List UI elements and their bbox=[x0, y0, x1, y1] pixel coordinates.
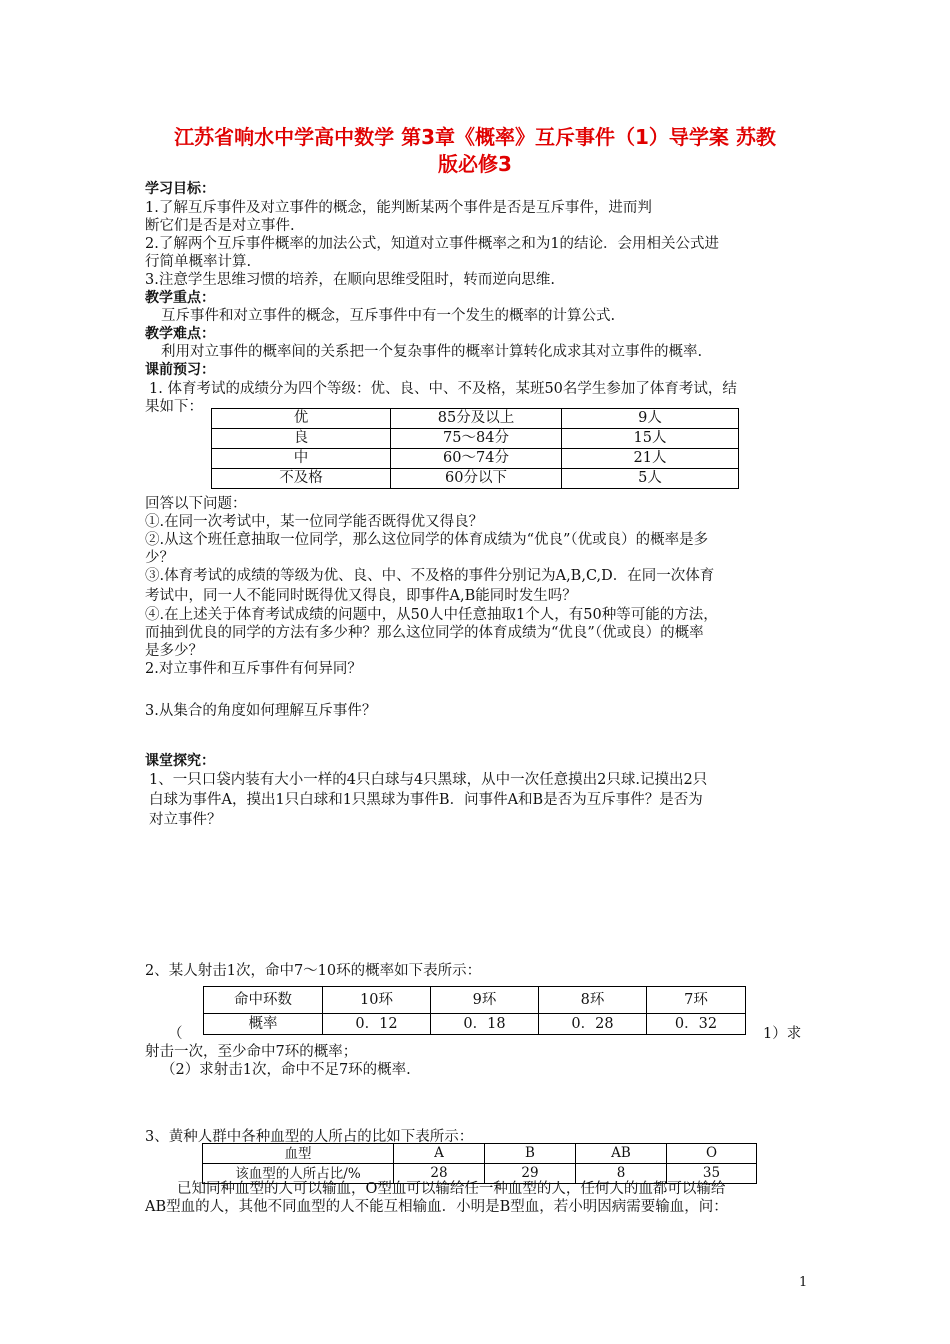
answer-4-line-3: 是多少？ bbox=[145, 643, 203, 659]
header-cell: 血型 bbox=[203, 1144, 394, 1164]
header-cell: 命中环数 bbox=[204, 987, 323, 1014]
header-cell: 8环 bbox=[539, 987, 647, 1014]
table-row bbox=[212, 449, 739, 469]
grades-table bbox=[211, 408, 739, 489]
explore-p1-line-2: 白球为事件A，摸出1只白球和1只黑球为事件B．问事件A和B是否为互斥事件？是否为 bbox=[149, 792, 703, 808]
header-cell: 10环 bbox=[323, 987, 431, 1014]
key-text: 互斥事件和对立事件的概念，互斥事件中有一个发生的概率的计算公式. bbox=[161, 308, 616, 324]
page-title bbox=[120, 124, 830, 178]
answer-4-line-1: ④.在上述关于体育考试成绩的问题中，从50人中任意抽取1个人，有50种等可能的方法， bbox=[145, 607, 718, 623]
title-line-1: 江苏省响水中学高中数学 第3章《概率》互斥事件（1）导学案 苏教 bbox=[174, 125, 776, 149]
percent-cell: 28 bbox=[394, 1164, 485, 1184]
answer-intro: 回答以下问题： bbox=[145, 496, 247, 512]
header-cell: A bbox=[394, 1144, 485, 1164]
count-cell: 21人 bbox=[562, 449, 739, 469]
table-row bbox=[204, 987, 746, 1014]
grade-cell: 不及格 bbox=[212, 469, 391, 489]
probability-cell: 0．12 bbox=[323, 1014, 431, 1035]
explore-p3-line-2: AB型血的人，其他不同血型的人不能互相输血．小明是B型血，若小明因病需要输血，问： bbox=[145, 1199, 728, 1215]
page-number: 1 bbox=[799, 1275, 808, 1290]
probability-cell: 0．18 bbox=[431, 1014, 539, 1035]
table-row bbox=[203, 1144, 757, 1164]
explore-p1-line-3: 对立事件？ bbox=[149, 812, 222, 828]
table-row bbox=[212, 429, 739, 449]
preview-q1-line-2: 果如下： bbox=[145, 399, 203, 415]
explore-p2-intro: 2、某人射击1次，命中7～10环的概率如下表所示： bbox=[145, 963, 482, 979]
header-cell: B bbox=[485, 1144, 576, 1164]
header-cell: AB bbox=[576, 1144, 667, 1164]
difficulty-text: 利用对立事件的概率间的关系把一个复杂事件的概率计算转化成求其对立事件的概率. bbox=[161, 344, 703, 360]
table-row bbox=[212, 469, 739, 489]
goal-line-4: 行简单概率计算. bbox=[145, 254, 252, 270]
answer-2-line-2: 少？ bbox=[145, 550, 174, 566]
grade-cell: 良 bbox=[212, 429, 391, 449]
probability-cell: 0．28 bbox=[539, 1014, 647, 1035]
goal-line-1: 1.了解互斥事件及对立事件的概念，能判断某两个事件是否是互斥事件，进而判 bbox=[145, 200, 652, 216]
goal-line-2: 断它们是否是对立事件. bbox=[145, 218, 295, 234]
explore-p1-line-1: 1、一只口袋内装有大小一样的4只白球与4只黑球，从中一次任意摸出2只球.记摸出2只 bbox=[149, 772, 708, 788]
key-heading: 教学重点： bbox=[145, 290, 215, 306]
explore-p2-q2: （2）求射击1次，命中不足7环的概率. bbox=[161, 1062, 411, 1078]
row-label-cell: 该血型的人所占比/% bbox=[203, 1164, 394, 1184]
range-cell: 60～74分 bbox=[391, 449, 562, 469]
count-cell: 9人 bbox=[562, 409, 739, 429]
goal-line-5: 3.注意学生思维习惯的培养，在顺向思维受阻时，转而逆向思维. bbox=[145, 272, 555, 288]
probability-cell: 0．32 bbox=[647, 1014, 746, 1035]
explore-p2-paren: （ bbox=[168, 1026, 183, 1042]
explore-p2-q1-tail: 1）求 bbox=[763, 1026, 802, 1042]
answer-3-line-1: ③.体育考试的成绩的等级为优、良、中、不及格的事件分别记为A,B,C,D．在同一次体育 bbox=[145, 568, 715, 584]
header-cell: 7环 bbox=[647, 987, 746, 1014]
table-row bbox=[204, 1014, 746, 1035]
count-cell: 15人 bbox=[562, 429, 739, 449]
preview-q3: 3.从集合的角度如何理解互斥事件？ bbox=[145, 703, 377, 719]
difficulty-heading: 教学难点： bbox=[145, 326, 215, 342]
goal-line-3: 2.了解两个互斥事件概率的加法公式，知道对立事件概率之和为1的结论．会用相关公式进 bbox=[145, 236, 720, 252]
row-label-cell: 概率 bbox=[204, 1014, 323, 1035]
preview-q2: 2.对立事件和互斥事件有何异同？ bbox=[145, 661, 362, 677]
preview-heading: 课前预习： bbox=[145, 362, 215, 378]
range-cell: 85分及以上 bbox=[391, 409, 562, 429]
explore-heading: 课堂探究： bbox=[145, 753, 215, 769]
header-cell: 9环 bbox=[431, 987, 539, 1014]
count-cell: 5人 bbox=[562, 469, 739, 489]
blood-type-table bbox=[202, 1143, 757, 1184]
preview-q1-line-1: 1. 体育考试的成绩分为四个等级：优、良、中、不及格，某班50名学生参加了体育考试，结 bbox=[149, 381, 737, 397]
answer-2-line-1: ②.从这个班任意抽取一位同学，那么这位同学的体育成绩为“优良”（优或良）的概率是多 bbox=[145, 532, 709, 548]
header-cell: O bbox=[667, 1144, 757, 1164]
explore-p2-q1-line-2: 射击一次，至少命中7环的概率； bbox=[145, 1044, 358, 1060]
range-cell: 60分以下 bbox=[391, 469, 562, 489]
answer-3-line-2: 考试中，同一人不能同时既得优又得良，即事件A,B能同时发生吗？ bbox=[145, 588, 577, 604]
answer-4-line-2: 而抽到优良的同学的方法有多少种？那么这位同学的体育成绩为“优良”（优或良）的概率 bbox=[145, 625, 704, 641]
table-row bbox=[212, 409, 739, 429]
percent-cell: 35 bbox=[667, 1164, 757, 1184]
percent-cell: 29 bbox=[485, 1164, 576, 1184]
title-line-2: 版必修3 bbox=[438, 152, 512, 176]
answer-1: ①.在同一次考试中，某一位同学能否既得优又得良？ bbox=[145, 514, 484, 530]
grade-cell: 优 bbox=[212, 409, 391, 429]
grade-cell: 中 bbox=[212, 449, 391, 469]
range-cell: 75～84分 bbox=[391, 429, 562, 449]
shooting-table bbox=[203, 986, 746, 1035]
percent-cell: 8 bbox=[576, 1164, 667, 1184]
goals-heading: 学习目标： bbox=[145, 181, 215, 197]
explore-p3-intro: 3、黄种人群中各种血型的人所占的比如下表所示： bbox=[145, 1129, 474, 1145]
explore-p3-line-1: 已知同种血型的人可以输血，O型血可以输给任一种血型的人，任何人的血都可以输给 bbox=[177, 1181, 726, 1197]
